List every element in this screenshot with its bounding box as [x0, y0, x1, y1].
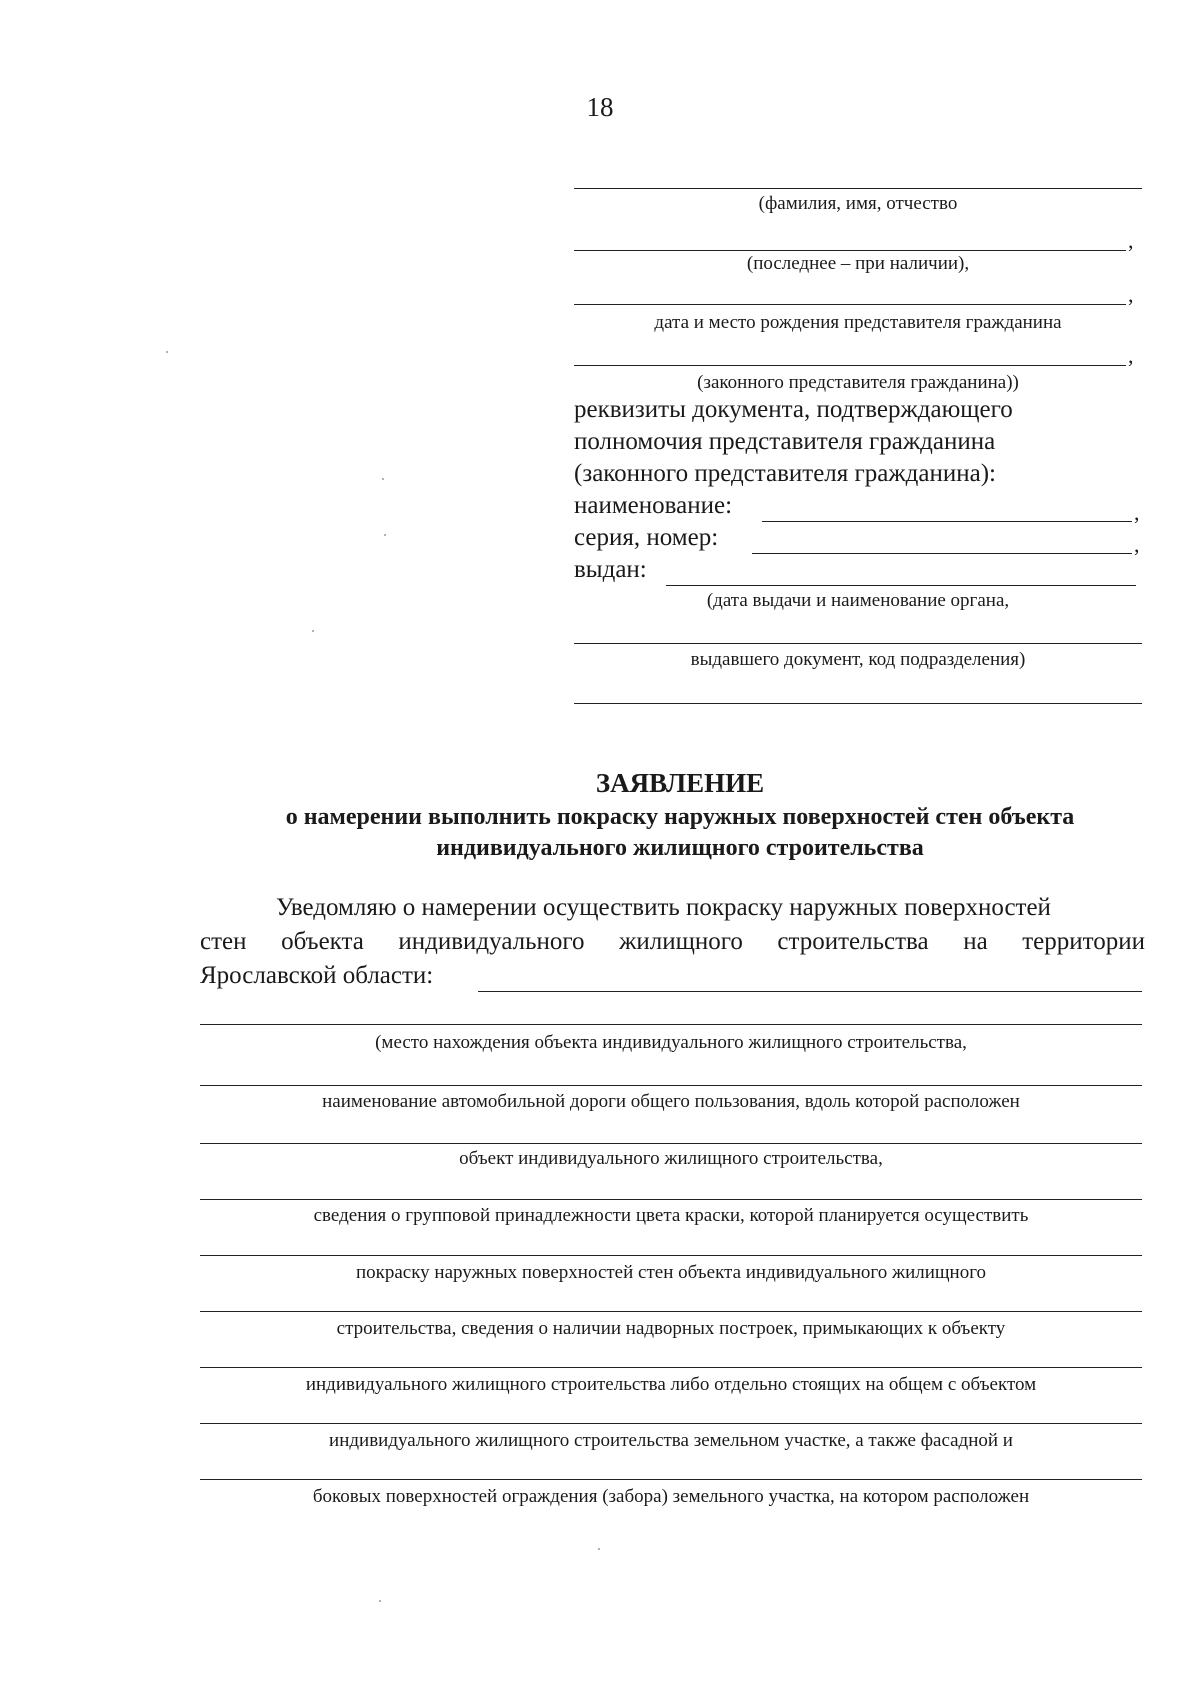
doc-name-field[interactable]: [762, 521, 1132, 522]
fill-line-paint-group[interactable]: [200, 1199, 1142, 1200]
scan-speck: [166, 351, 168, 353]
location-field[interactable]: [478, 991, 1142, 992]
caption-fio: (фамилия, имя, отчество: [758, 193, 958, 214]
body-line-3: Ярославской области:: [200, 962, 434, 989]
requisites-line-3: (законного представителя гражданина):: [574, 460, 996, 487]
caption-outbuildings: строительства, сведения о наличии надворных построек, примыкающих к объекту: [336, 1318, 1006, 1339]
scan-speck: [382, 478, 384, 480]
fill-line-birth-2[interactable]: [574, 365, 1126, 366]
fill-line-fio-2[interactable]: [574, 250, 1126, 251]
comma: ,: [1128, 282, 1134, 307]
scan-speck: [598, 1548, 600, 1550]
caption-painting: покраску наружных поверхностей стен объекта индивидуального жилищного: [355, 1262, 987, 1283]
fill-line-location[interactable]: [200, 1024, 1142, 1025]
doc-name-label: наименование:: [574, 492, 733, 519]
caption-standalone: индивидуального жилищного строительства либо отдельно стоящих на общем с объектом: [305, 1374, 1037, 1395]
fill-line-issued-by-2[interactable]: [574, 703, 1142, 704]
comma: ,: [1134, 500, 1140, 525]
fill-line-issued-by[interactable]: [574, 643, 1142, 644]
document-subtitle-1: о намерении выполнить покраску наружных поверхностей стен объекта: [285, 804, 1075, 830]
fill-line-object[interactable]: [200, 1143, 1142, 1144]
requisites-line-1: реквизиты документа, подтверждающего: [574, 396, 1013, 423]
scan-speck: [312, 630, 314, 632]
caption-fence: боковых поверхностей ограждения (забора) земельного участка, на котором расположен: [312, 1486, 1030, 1507]
fill-line-birth[interactable]: [574, 304, 1126, 305]
fill-line-road[interactable]: [200, 1085, 1142, 1086]
requisites-line-2: полномочия представителя гражданина: [574, 428, 996, 455]
caption-location: (место нахождения объекта индивидуального жилищного строительства,: [375, 1032, 967, 1053]
fill-line-outbuildings[interactable]: [200, 1311, 1142, 1312]
series-number-field[interactable]: [752, 553, 1132, 554]
scan-speck: [379, 1600, 381, 1602]
caption-issue-date: (дата выдачи и наименование органа,: [706, 590, 1010, 611]
caption-facade: индивидуального жилищного строительства земельном участке, а также фасадной и: [329, 1430, 1013, 1451]
caption-road: наименование автомобильной дороги общего пользования, вдоль которой расположен: [322, 1091, 1020, 1112]
caption-birth: дата и место рождения представителя гражданина: [654, 312, 1062, 333]
document-subtitle-2: индивидуального жилищного строительства: [436, 835, 924, 861]
fill-line-painting[interactable]: [200, 1255, 1142, 1256]
fill-line-standalone[interactable]: [200, 1367, 1142, 1368]
comma: ,: [1128, 228, 1134, 253]
body-line-2: стен объекта индивидуального жилищного строительства на территории: [200, 928, 1145, 955]
caption-legal-rep: (законного представителя гражданина)): [697, 372, 1019, 393]
issued-label: выдан:: [574, 556, 647, 583]
fill-line-fence[interactable]: [200, 1479, 1142, 1480]
document-title: ЗАЯВЛЕНИЕ: [595, 768, 765, 798]
caption-last-name: (последнее – при наличии),: [746, 253, 970, 274]
comma: ,: [1134, 532, 1140, 557]
caption-object: объект индивидуального жилищного строительства,: [459, 1148, 883, 1169]
caption-paint-group: сведения о групповой принадлежности цвета краски, которой планируется осуществить: [313, 1205, 1029, 1226]
comma: ,: [1128, 343, 1134, 368]
fill-line-facade[interactable]: [200, 1423, 1142, 1424]
series-number-label: серия, номер:: [574, 524, 719, 551]
issued-field[interactable]: [666, 585, 1136, 586]
fill-line-name[interactable]: [574, 188, 1142, 189]
page-number: 18: [586, 92, 614, 122]
scan-speck: [384, 534, 386, 536]
body-line-1: Уведомляю о намерении осуществить покраску наружных поверхностей: [276, 894, 1051, 921]
caption-issued-by: выдавшего документ, код подразделения): [690, 649, 1026, 670]
